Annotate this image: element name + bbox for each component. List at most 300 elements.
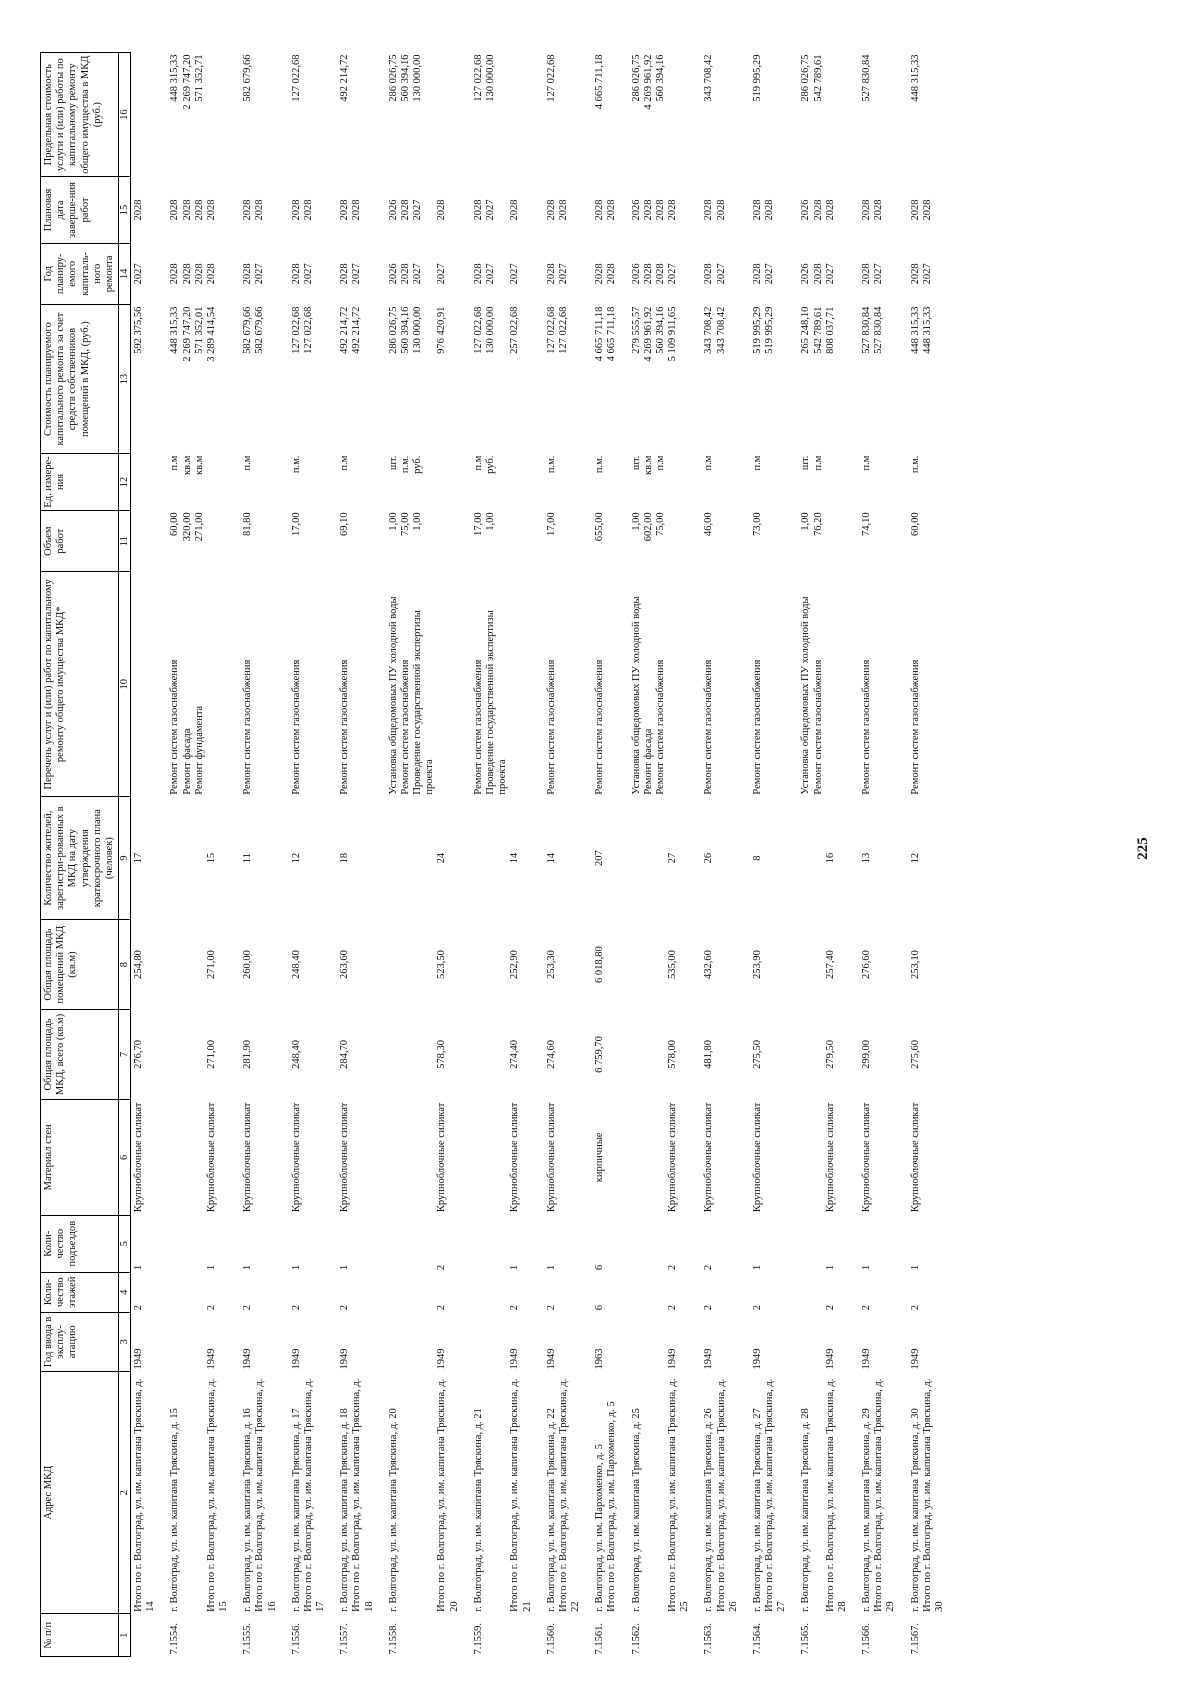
floors-cell: 2 [861,1305,873,1311]
area-total-cell [254,1010,290,1100]
plan-year-value [861,243,873,305]
entrances-cell [764,1215,800,1272]
row-number: 7.1554. [169,1623,181,1655]
entrances-cell: 1 [751,1264,763,1271]
table-row [473,53,510,1657]
cost-value: 286 026,75 [387,306,399,354]
area-total-cell [303,1010,339,1100]
col-header-unit: Ед. измере-ния [41,454,119,511]
cost-value: 519 995,29 [764,306,776,354]
entrances-cell: 2 [667,1264,679,1271]
wall-material-cell [303,1099,339,1215]
row-number: 7.1562. [630,1623,642,1655]
area-premises-cell: 523,50 [436,950,448,980]
cost-value: 582 679,66 [254,306,266,354]
plan-year-value: 2028 [594,263,606,285]
plan-year-value [436,243,472,305]
year-cell: 1949 [751,1348,763,1370]
volume-value [764,510,800,572]
volume-value [291,510,303,572]
unit-value: руб. [485,455,496,474]
cost-value [388,305,437,454]
plan-year-value: 2028 [642,263,654,285]
year-cell: 1949 [436,1348,448,1370]
page-number: 225 [1135,837,1151,860]
cost-value: 592 375,56 [133,306,145,354]
limit-cost-value [667,53,703,177]
unit-value [339,454,351,511]
cost-value [825,305,861,454]
volume-value: 271,00 [193,512,205,542]
limit-cost-value [861,53,873,177]
unit-value: кв.м [193,455,205,475]
wall-material-cell [388,1099,437,1215]
limit-cost-value [242,53,254,177]
table-row [752,53,764,1657]
end-year-value: 2028 [654,199,666,221]
work-item: Ремонт систем газоснабжения [594,659,606,795]
plan-year-value: 2028 [545,263,557,285]
plan-year-value [242,243,254,305]
entrances-cell [716,1215,752,1272]
work-item [922,572,958,797]
residents-cell: 207 [594,850,606,866]
cost-value [667,305,703,454]
floors-cell: 2 [667,1305,679,1311]
work-item [131,572,170,797]
residents-cell: 12 [290,852,302,864]
floors-cell: 6 [594,1305,606,1311]
wall-material-cell: Крупноблочные силикат [436,1102,448,1213]
work-item [558,572,594,797]
total-row [922,53,958,1657]
table-row [242,53,254,1657]
col-header-area-premises: Общая площадь помещений МКД (кв.м) [41,920,119,1010]
residents-cell: 26 [703,852,715,864]
unit-value [922,454,958,511]
area-total-cell [922,1010,958,1100]
work-item: Ремонт систем газоснабжения [399,659,411,795]
floors-cell: 2 [133,1305,145,1311]
year-cell [764,1312,800,1371]
cost-value: 127 022,68 [290,306,302,354]
area-total-cell [351,1010,387,1100]
plan-year-value [546,243,558,305]
plan-year-value: 2027 [412,263,424,285]
area-total-cell: 275,60 [909,1040,921,1069]
cost-value: 976 420,91 [436,306,448,354]
plan-year-value: 2028 [242,263,254,285]
area-premises-cell [764,920,800,1010]
end-year-value: 2028 [921,199,933,221]
row-number [825,1614,861,1657]
cost-value [703,305,715,454]
area-total-cell [716,1010,752,1100]
volume-value: 75,00 [654,512,666,536]
col-header-limit-cost: Предельная стоимость услуги и (или) работы по капитальному ремонту общего имущества в МКД (руб.) [41,53,119,177]
address-cell: Итого по г. Волгоград, ул. им. капитана Тряскина, д. 16 [254,1378,278,1612]
limit-cost-value [291,53,303,177]
cost-value [291,305,303,454]
plan-year-value: 2028 [909,263,921,285]
year-cell: 1949 [133,1348,145,1370]
cost-value [594,305,606,454]
cost-value: 527 830,84 [873,306,885,354]
end-year-value [473,177,510,243]
entrances-cell [631,1215,668,1272]
end-year-value: 2028 [824,199,836,221]
volume-value [631,510,668,572]
work-item [509,572,545,797]
plan-year-value [473,243,510,305]
column-number: 9 [119,797,131,920]
plan-year-value [131,243,170,305]
volume-value [546,510,558,572]
plan-year-value: 2027 [667,263,679,285]
cost-value: 2 269 747,20 [181,306,193,362]
plan-year-value: 2027 [436,263,448,285]
unit-value: п.м [861,455,873,471]
plan-year-value [800,243,824,305]
limit-cost-value: 4 665 711,18 [594,54,606,110]
cost-value: 130 000,00 [412,306,424,354]
unit-value [131,454,170,511]
volume-value [303,510,339,572]
year-cell: 1949 [703,1348,715,1370]
entrances-cell: 1 [909,1264,921,1271]
cost-value: 127 022,68 [545,306,557,354]
volume-value: 1,00 [800,512,812,531]
col-header-entrances: Коли-чество подъездов [41,1215,119,1272]
volume-value: 17,00 [472,512,484,536]
area-premises-cell [800,920,824,1010]
limit-cost-value [703,53,715,177]
area-total-cell: 274,40 [509,1040,521,1069]
address-cell: Итого по г. Волгоград, ул. им. капитана Тряскина, д. 17 [302,1378,327,1612]
wall-material-cell: Крупноблочные силикат [545,1102,557,1213]
unit-value [351,454,387,511]
end-year-value: 2028 [399,199,411,221]
address-cell: Итого по г. Волгоград, ул. им. Пархоменко, д. 5 [606,1401,618,1612]
work-item: Ремонт систем газоснабжения [751,659,763,795]
volume-value [131,510,170,572]
limit-cost-value [388,53,437,177]
area-premises-cell [388,920,437,1010]
cost-value: 492 214,72 [351,306,363,354]
year-cell: 1949 [909,1348,921,1370]
cost-value [509,305,545,454]
area-premises-cell: 253,10 [909,950,921,980]
unit-value [388,454,437,511]
address-cell: Итого по г. Волгоград, ул. им. капитана Тряскина, д. 27 [764,1378,788,1612]
floors-cell [351,1272,387,1312]
row-number: 7.1563. [703,1623,715,1655]
work-item: Ремонт систем газоснабжения [242,659,254,795]
year-cell [558,1312,594,1371]
plan-year-value [388,243,437,305]
row-number [764,1614,800,1657]
limit-cost-value: 527 830,84 [861,54,873,102]
limit-cost-value [339,53,351,177]
wall-material-cell [631,1099,668,1215]
table-row [910,53,922,1657]
table-row [339,53,351,1657]
address-cell: г. Волгоград, ул. им. капитана Тряскина, д. 30 [909,1408,921,1612]
volume-value [594,510,606,572]
floors-cell: 2 [436,1305,448,1311]
year-cell: 1949 [667,1348,679,1370]
plan-year-value [206,243,242,305]
volume-value: 60,00 [169,512,181,536]
limit-cost-value: 492 214,72 [339,54,351,102]
area-premises-cell: 252,90 [509,950,521,980]
volume-value [873,510,909,572]
residents-cell [873,797,909,920]
total-row [254,53,290,1657]
plan-year-value: 2028 [812,263,824,285]
cost-value [546,305,558,454]
area-total-cell [388,1010,437,1100]
cost-value: 542 789,61 [812,306,824,354]
area-premises-cell: 263,60 [339,950,351,980]
limit-cost-value [351,53,387,177]
year-cell: 1949 [824,1348,836,1370]
end-year-value: 2028 [193,199,205,221]
volume-value: 81,80 [242,512,254,536]
unit-value: п.м. [594,455,606,474]
area-premises-cell [169,920,206,1010]
work-item: Ремонт систем газоснабжения [472,659,484,795]
row-number: 7.1564. [751,1623,763,1655]
unit-value [631,454,668,511]
unit-value [169,454,206,511]
entrances-cell: 2 [703,1264,715,1271]
unit-value: п.м [812,455,824,471]
unit-value: п.м [242,455,254,471]
volume-value [351,510,387,572]
limit-cost-value: 560 394,16 [399,54,411,102]
unit-value [861,454,873,511]
work-item [169,572,206,797]
entrances-cell [351,1215,387,1272]
floors-cell [558,1272,594,1312]
area-total-cell: 578,30 [436,1040,448,1069]
row-number [436,1614,472,1657]
limit-cost-value [254,53,290,177]
area-total-cell [873,1010,909,1100]
residents-cell: 15 [205,852,217,864]
limit-cost-value: 127 022,68 [545,54,557,102]
work-item [703,572,715,797]
cost-value [473,305,510,454]
work-item: Ремонт систем газоснабжения [703,659,715,795]
limit-cost-value: 448 315,33 [169,54,181,102]
floors-cell: 2 [205,1305,217,1311]
unit-value: п.м [472,455,484,471]
area-premises-cell [716,920,752,1010]
unit-value: п.м. [545,455,557,474]
wall-material-cell [873,1099,909,1215]
floors-cell: 2 [290,1305,302,1311]
area-total-cell: 6 759,70 [594,1036,606,1073]
cost-value: 448 315,33 [909,306,921,354]
end-year-value [594,177,606,243]
wall-material-cell: Крупноблочные силикат [339,1102,351,1213]
residents-cell: 17 [133,852,145,864]
end-year-value: 2028 [606,199,618,221]
work-item: Ремонт систем газоснабжения [812,659,824,795]
plan-year-value: 2027 [764,263,776,285]
year-cell [606,1312,630,1371]
column-number: 14 [119,243,131,305]
limit-cost-value [910,53,922,177]
limit-cost-value [436,53,472,177]
residents-cell [558,797,594,920]
end-year-value: 2028 [642,199,654,221]
area-total-cell: 281,90 [242,1040,254,1069]
work-item [206,572,242,797]
residents-cell [764,797,800,920]
plan-year-value [910,243,922,305]
unit-value [716,454,752,511]
volume-value [436,510,472,572]
row-number [716,1614,752,1657]
header-row [41,53,119,1657]
plan-year-value [873,243,909,305]
cost-value: 560 394,16 [654,306,666,354]
area-total-cell [558,1010,594,1100]
unit-value [873,454,909,511]
end-year-value: 2028 [812,199,824,221]
end-year-value [351,177,387,243]
area-premises-cell: 432,60 [703,950,715,980]
end-year-value [752,177,764,243]
cost-value [631,305,668,454]
cost-value [910,305,922,454]
end-year-value: 2028 [133,199,145,221]
area-premises-cell: 254,80 [133,950,145,980]
end-year-value: 2028 [861,199,873,221]
end-year-value: 2028 [557,199,569,221]
area-total-cell: 578,00 [667,1040,679,1069]
table-row [169,53,206,1657]
address-cell: Итого по г. Волгоград, ул. им. капитана Тряскина, д. 20 [436,1378,460,1612]
volume-value: 602,00 [642,512,654,542]
row-number [667,1614,703,1657]
end-year-value [764,177,800,243]
volume-value: 1,00 [630,512,642,531]
plan-year-value: 2027 [485,263,496,285]
floors-cell [606,1272,630,1312]
col-header-end-year: Плановая дата заверше-ния работ [41,177,119,243]
column-number: 2 [119,1371,131,1613]
end-year-value: 2028 [764,199,776,221]
col-header-cost: Стоимость планируемого капитального ремонта за счет средств собственников помещений в МКД, (руб.) [41,305,119,454]
cost-value [716,305,752,454]
floors-cell [873,1272,909,1312]
volume-value: 320,00 [181,512,193,542]
plan-year-value [667,243,703,305]
unit-value [509,454,545,511]
volume-value: 46,00 [703,512,715,536]
residents-cell: 12 [909,852,921,864]
residents-cell [716,797,752,920]
address-cell: г. Волгоград, ул. им. капитана Тряскина, д. 21 [472,1408,484,1612]
entrances-cell: 1 [290,1264,302,1271]
work-item [473,572,510,797]
cost-value: 448 315,33 [921,306,933,354]
row-number [873,1614,909,1657]
address-cell: Итого по г. Волгоград, ул. им. капитана Тряскина, д. 30 [921,1378,945,1612]
column-number: 6 [119,1099,131,1215]
plan-year-value: 2027 [921,263,933,285]
area-premises-cell: 248,40 [290,950,302,980]
end-year-value [131,177,170,243]
entrances-cell: 1 [861,1264,873,1271]
wall-material-cell [254,1099,290,1215]
area-premises-cell [606,920,630,1010]
year-cell [873,1312,909,1371]
table-row [631,53,668,1657]
floors-cell: 2 [509,1305,521,1311]
end-year-value: 2028 [472,199,484,221]
entrances-cell [558,1215,594,1272]
end-year-value [339,177,351,243]
plan-year-value: 2027 [873,263,885,285]
plan-year-value [631,243,668,305]
limit-cost-value: 2 269 747,20 [181,54,193,110]
area-total-cell: 248,40 [290,1040,302,1069]
end-year-value: 2028 [242,199,254,221]
work-item: Ремонт систем газоснабжения [290,659,302,795]
unit-value: п.м. [290,455,302,474]
wall-material-cell [800,1099,824,1215]
plan-year-value: 2026 [630,263,642,285]
area-premises-cell: 260,00 [242,950,254,980]
unit-value: п.м. [909,455,921,474]
entrances-cell [800,1215,824,1272]
table-row [861,53,873,1657]
work-item [861,572,873,797]
work-item: Ремонт систем газоснабжения [861,659,873,795]
unit-value: шт. [800,455,812,471]
plan-year-value [922,243,958,305]
row-number: 7.1561. [594,1623,606,1655]
address-cell: Итого по г. Волгоград, ул. им. капитана Тряскина, д. 25 [667,1378,691,1612]
address-cell: Итого по г. Волгоград, ул. им. капитана Тряскина, д. 22 [557,1378,582,1612]
year-cell: 1949 [290,1348,302,1370]
end-year-value [667,177,703,243]
limit-cost-value [169,53,206,177]
residents-cell [254,797,290,920]
area-total-cell: 481,80 [703,1040,715,1069]
area-premises-cell [303,920,339,1010]
column-number: 3 [119,1312,131,1371]
plan-year-value: 2027 [302,263,314,285]
column-number: 1 [119,1614,131,1657]
limit-cost-value [509,53,545,177]
limit-cost-value [922,53,958,177]
row-number: 7.1559. [472,1623,484,1655]
cost-value [303,305,339,454]
end-year-value [873,177,909,243]
entrances-cell [473,1215,510,1272]
floors-cell: 2 [545,1305,557,1311]
work-item [436,572,472,797]
floors-cell [631,1272,668,1312]
limit-cost-value: 286 026,75 [800,54,812,102]
volume-value [509,510,545,572]
